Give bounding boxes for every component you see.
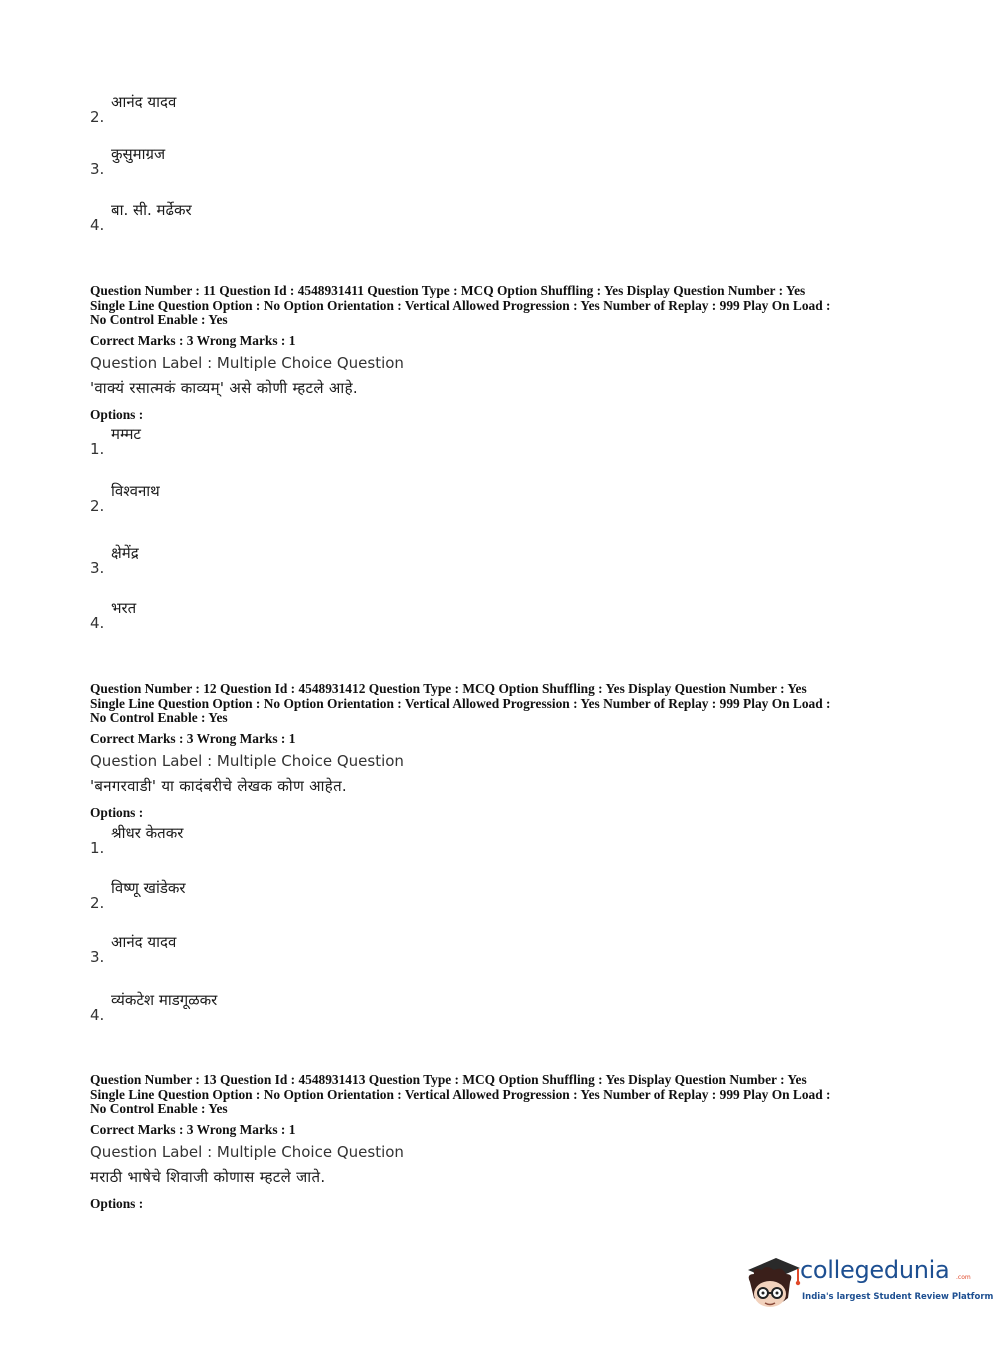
option-text: व्यंकटेश माडगूळकर <box>111 991 218 1009</box>
option-number: 2. <box>90 497 105 515</box>
question-label: Question Label : Multiple Choice Question <box>90 751 404 770</box>
option-text: भरत <box>111 599 137 617</box>
question-block-11 <box>90 284 920 423</box>
question-label: Question Label : Multiple Choice Question <box>90 1142 404 1161</box>
question-text: मराठी भाषेचे शिवाजी कोणास म्हटले जाते. <box>90 1167 326 1186</box>
question-meta-line: Single Line Question Option : No Option Orientation : Vertical Allowed Progression : Yes Number of Replay : 999 Play On Load : <box>90 695 831 711</box>
question-label: Question Label : Multiple Choice Question <box>90 353 404 372</box>
option-text: क्षेमेंद्र <box>111 544 139 562</box>
question-marks: Correct Marks : 3 Wrong Marks : 1 <box>90 332 296 348</box>
option-number: 4. <box>90 216 105 234</box>
question-marks: Correct Marks : 3 Wrong Marks : 1 <box>90 730 296 746</box>
logo-tagline: India's largest Student Review Platform <box>802 1292 994 1302</box>
option-text: कुसुमाग्रज <box>111 145 166 163</box>
options-heading: Options : <box>90 406 144 422</box>
question-meta-line: No Control Enable : Yes <box>90 1101 228 1116</box>
option-text: विश्वनाथ <box>111 482 160 500</box>
option-text: आनंद यादव <box>111 933 177 951</box>
option-number: 2. <box>90 108 105 126</box>
option-text: मम्मट <box>111 425 141 443</box>
question-text: 'वाक्यं रसात्मकं काव्यम्' असे कोणी म्हटले आहे. <box>90 378 358 397</box>
option-text: बा. सी. मर्ढेकर <box>111 201 192 219</box>
logo-brand-text: collegedunia <box>800 1256 950 1284</box>
option-number: 3. <box>90 160 105 178</box>
question-meta-line: No Control Enable : Yes <box>90 312 228 327</box>
options-heading: Options : <box>90 1195 144 1211</box>
question-block-13 <box>90 1073 920 1212</box>
options-heading: Options : <box>90 804 144 820</box>
question-meta-line: Question Number : 13 Question Id : 4548931413 Question Type : MCQ Option Shuffling : Yes Display Question Number : Yes <box>90 1072 807 1087</box>
logo-domain-text: .com <box>956 1274 971 1281</box>
option-number: 4. <box>90 614 105 632</box>
option-number: 3. <box>90 559 105 577</box>
option-text: विष्णू खांडेकर <box>111 879 186 897</box>
question-meta-line: Question Number : 12 Question Id : 4548931412 Question Type : MCQ Option Shuffling : Yes Display Question Number : Yes <box>90 681 807 696</box>
question-meta-line: Single Line Question Option : No Option Orientation : Vertical Allowed Progression : Yes Number of Replay : 999 Play On Load : <box>90 1086 831 1102</box>
student-mascot-icon <box>742 1252 802 1316</box>
question-block-12 <box>90 682 920 821</box>
option-number: 1. <box>90 839 105 857</box>
option-number: 1. <box>90 440 105 458</box>
option-number: 2. <box>90 894 105 912</box>
collegedunia-logo <box>742 1252 994 1316</box>
option-text: श्रीधर केतकर <box>111 824 184 842</box>
option-text: आनंद यादव <box>111 93 177 111</box>
question-marks: Correct Marks : 3 Wrong Marks : 1 <box>90 1121 296 1137</box>
option-number: 3. <box>90 948 105 966</box>
question-text: 'बनगरवाडी' या कादंबरीचे लेखक कोण आहेत. <box>90 776 347 795</box>
question-meta-line: Question Number : 11 Question Id : 4548931411 Question Type : MCQ Option Shuffling : Yes Display Question Number : Yes <box>90 283 806 298</box>
option-number: 4. <box>90 1006 105 1024</box>
question-meta-line: Single Line Question Option : No Option Orientation : Vertical Allowed Progression : Yes Number of Replay : 999 Play On Load : <box>90 297 831 313</box>
question-meta-line: No Control Enable : Yes <box>90 710 228 725</box>
